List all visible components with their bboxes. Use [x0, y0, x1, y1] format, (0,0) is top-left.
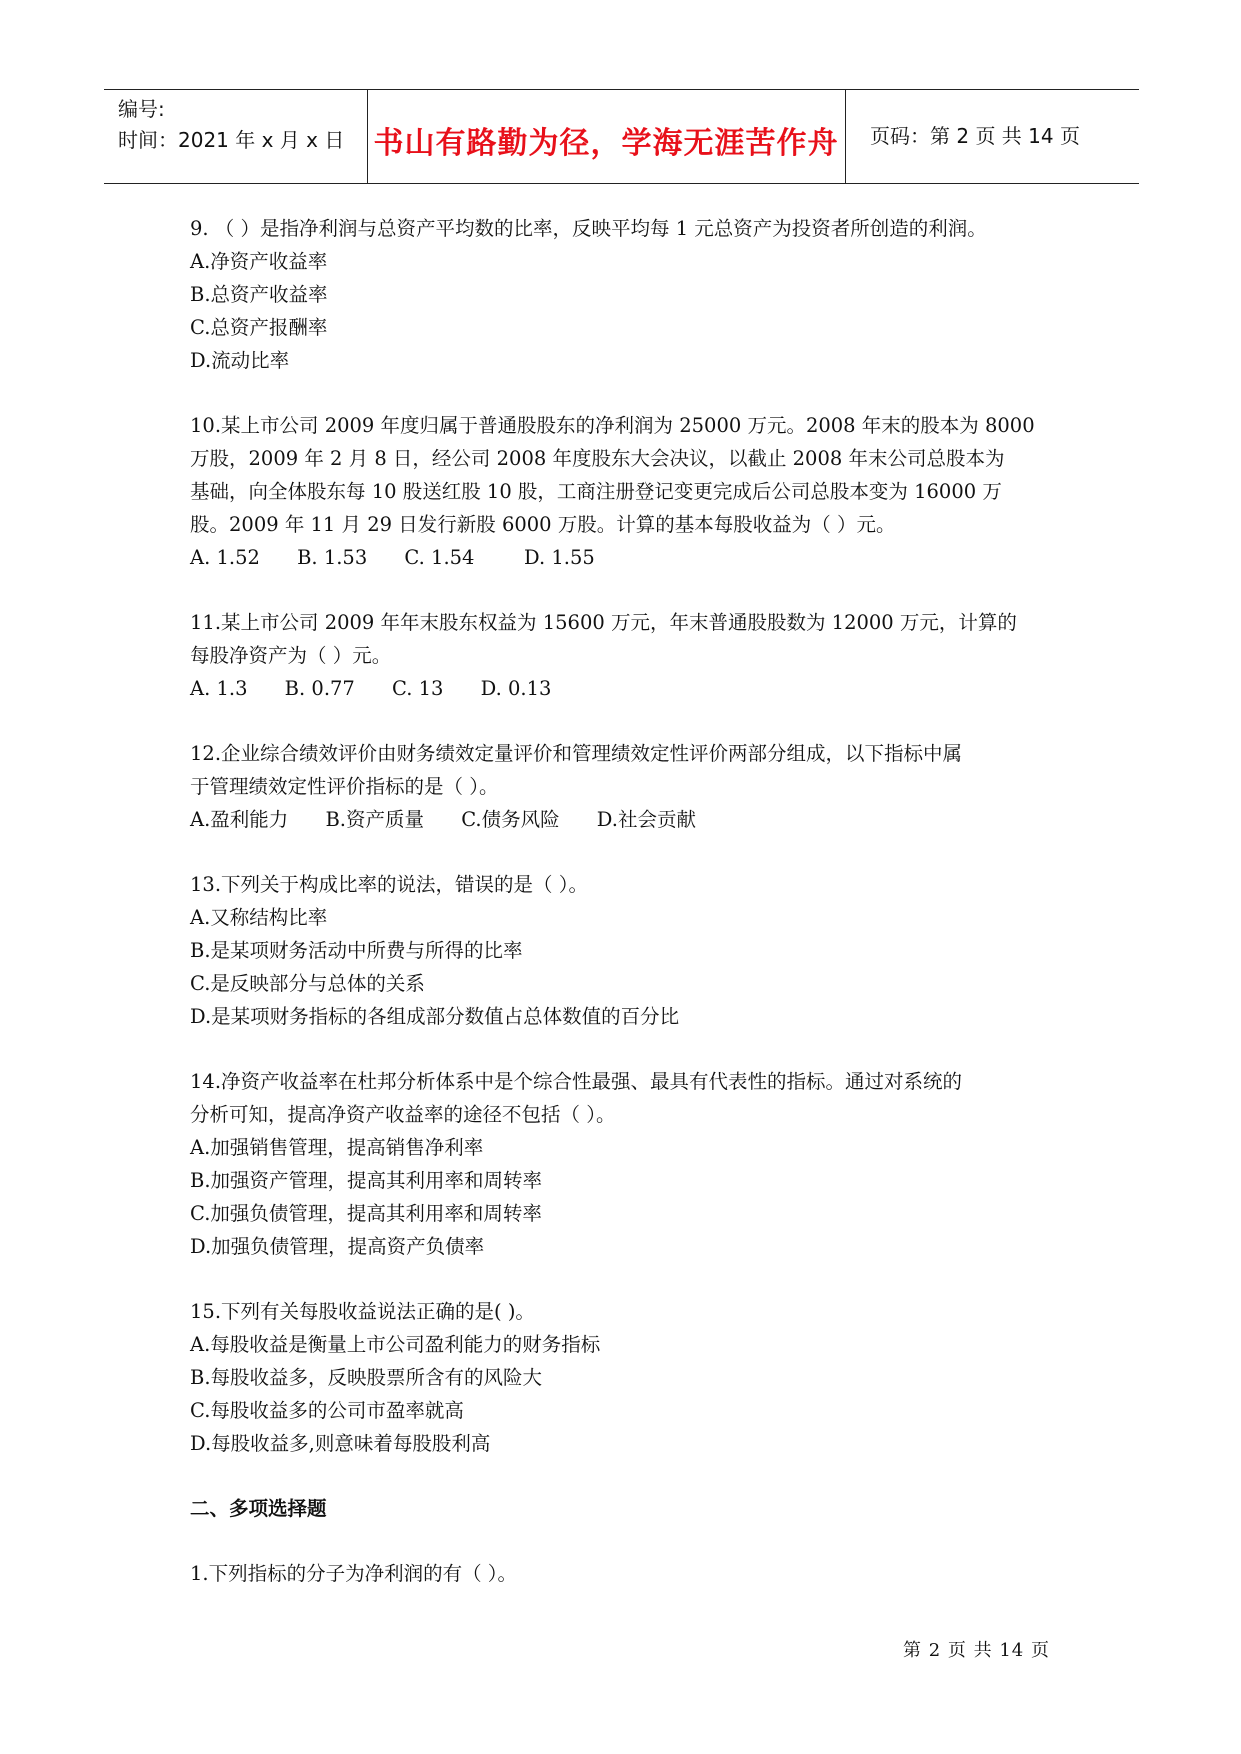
- question-block: [190, 868, 1070, 1033]
- header-motto: 书山有路勤为径，学海无涯苦作舟: [373, 126, 839, 161]
- section-title: 二、多项选择题: [190, 1497, 327, 1520]
- header-table: [104, 89, 1139, 184]
- question-block: [190, 212, 1070, 377]
- question-text: 万股，2009 年 2 月 8 日，经公司 2008 年度股东大会决议，以截止 2008 年末公司总股本为: [190, 447, 1005, 470]
- answer-options-inline: A.盈利能力 B.资产质量 C.债务风险 D.社会贡献: [190, 808, 696, 831]
- answer-option: C.是反映部分与总体的关系: [190, 972, 425, 995]
- number-label: 编号:: [118, 97, 165, 121]
- answer-option: D.流动比率: [190, 349, 290, 372]
- question-text: 基础，向全体股东每 10 股送红股 10 股，工商注册登记变更完成后公司总股本变为 16000 万: [190, 480, 1002, 503]
- answer-option: D.每股收益多,则意味着每股股利高: [190, 1432, 491, 1455]
- answer-option: C.加强负债管理，提高其利用率和周转率: [190, 1202, 542, 1225]
- header-meta: [118, 94, 358, 156]
- question-text: 9. （ ）是指净利润与总资产平均数的比率，反映平均每 1 元总资产为投资者所创造的利润。: [190, 217, 987, 240]
- answer-option: B.是某项财务活动中所费与所得的比率: [190, 939, 523, 962]
- question-text: 分析可知，提高净资产收益率的途径不包括（ ）。: [190, 1103, 616, 1126]
- answer-option: B.每股收益多，反映股票所含有的风险大: [190, 1366, 543, 1389]
- page-indicator: 页码：第 2 页 共 14 页: [870, 124, 1080, 148]
- question-text: 12.企业综合绩效评价由财务绩效定量评价和管理绩效定性评价两部分组成，以下指标中属: [190, 742, 963, 765]
- answer-options-inline: A. 1.52 B. 1.53 C. 1.54 D. 1.55: [190, 546, 595, 569]
- answer-option: A.加强销售管理，提高销售净利率: [190, 1136, 484, 1159]
- question-block: [190, 409, 1070, 574]
- question-text: 股。2009 年 11 月 29 日发行新股 6000 万股。计算的基本每股收益为（ ）元。: [190, 513, 896, 536]
- answer-option: B.总资产收益率: [190, 283, 328, 306]
- question-text: 11.某上市公司 2009 年年末股东权益为 15600 万元，年末普通股股数为 12000 万元，计算的: [190, 611, 1017, 634]
- question-text: 1.下列指标的分子为净利润的有（ ）。: [190, 1562, 518, 1585]
- question-block: [190, 737, 1070, 836]
- question-text: 15.下列有关每股收益说法正确的是( )。: [190, 1300, 535, 1323]
- question-text: 14.净资产收益率在杜邦分析体系中是个综合性最强、最具有代表性的指标。通过对系统的: [190, 1070, 963, 1093]
- time-label: 时间：2021 年 x 月 x 日: [118, 128, 345, 152]
- page-footer: 第 2 页 共 14 页: [903, 1640, 1050, 1661]
- question-list: [190, 212, 1070, 1590]
- question-text: 于管理绩效定性评价指标的是（ ）。: [190, 775, 499, 798]
- header-divider-right: [845, 90, 846, 183]
- question-text: 每股净资产为（ ）元。: [190, 644, 392, 667]
- answer-option: D.是某项财务指标的各组成部分数值占总体数值的百分比: [190, 1005, 680, 1028]
- question-text: 10.某上市公司 2009 年度归属于普通股股东的净利润为 25000 万元。2008 年末的股本为 8000: [190, 414, 1035, 437]
- answer-option: D.加强负债管理，提高资产负债率: [190, 1235, 485, 1258]
- answer-option: A.每股收益是衡量上市公司盈利能力的财务指标: [190, 1333, 601, 1356]
- answer-option: C.每股收益多的公司市盈率就高: [190, 1399, 464, 1422]
- question-block: [190, 1295, 1070, 1460]
- question-block: [190, 606, 1070, 705]
- answer-option: A.又称结构比率: [190, 906, 328, 929]
- question-block: [190, 1065, 1070, 1263]
- question-text: 13.下列关于构成比率的说法，错误的是（ ）。: [190, 873, 588, 896]
- answer-option: B.加强资产管理，提高其利用率和周转率: [190, 1169, 543, 1192]
- answer-options-inline: A. 1.3 B. 0.77 C. 13 D. 0.13: [190, 677, 552, 700]
- answer-option: C.总资产报酬率: [190, 316, 328, 339]
- answer-option: A.净资产收益率: [190, 250, 328, 273]
